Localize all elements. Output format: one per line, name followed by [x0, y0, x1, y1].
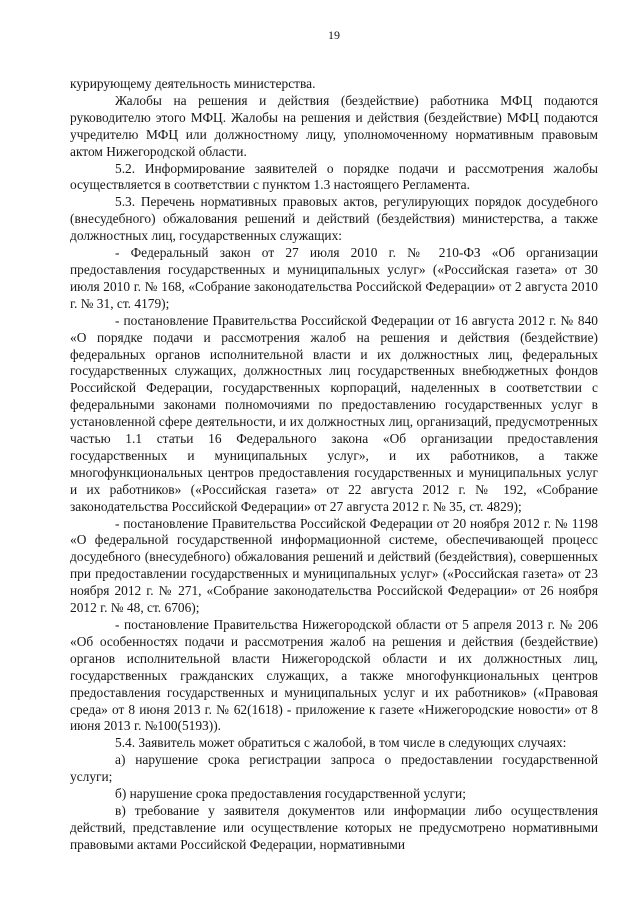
paragraph-5-2: 5.2. Информирование заявителей о порядке подачи и рассмотрения жалобы осуществляется в соответствии с пунктом 1.3 настоящего Регламента.	[70, 160, 598, 193]
paragraph-5-3: 5.3. Перечень нормативных правовых актов, регулирующих порядок досудебного (внесудебного) обжалования решений и действий (бездействия) министерства, а также должностных лиц, государственных служащих:	[70, 194, 598, 244]
list-item-resolution-840: - постановление Правительства Российской Федерации от 16 августа 2012 г. № 840 «О порядке подачи и рассмотрения жалоб на решения и действия (бездействие) федеральных органов исполнительной власти и их должностных лиц, федеральных государственных служащих, должностных лиц государственных внебюджетных фондов Российской Федерации, государственных корпораций, наделенных в соответствии с федеральными законами полномочиями по предоставлению государственных услуг в установленной сфере деятельности, и их должностных лиц, организаций, предусмотренных частью 1.1 статьи 16 Федерального закона «Об организации предоставления государственных и муниципальных услуг», и их работников, а также многофункциональных центров предоставления государственных и муниципальных услуг и их работников» («Российская газета» от 22 августа 2012 г. № 192, «Собрание законодательства Российской Федерации» от 27 августа 2012 г. № 35, ст. 4829);	[70, 312, 598, 514]
list-item-b: б) нарушение срока предоставления государственной услуги;	[115, 786, 466, 802]
list-item-resolution-1198: - постановление Правительства Российской Федерации от 20 ноября 2012 г. № 1198 «О федеральной государственной информационной системе, обеспечивающей процесс досудебного (внесудебного) обжалования решений и действий (бездействия), совершенных при предоставлении государственных и муниципальных услуг» («Российская газета» от 23 ноября 2012 г. № 271, «Собрание законодательства Российской Федерации» от 26 ноября 2012 г. № 48, ст. 6706);	[70, 515, 598, 616]
list-item-a: а) нарушение срока регистрации запроса о предоставлении государственной услуги;	[70, 752, 598, 785]
list-item-v: в) требование у заявителя документов или информации либо осуществления действий, представление или осуществление которых не предусмотрено нормативными правовыми актами Российской Федерации, нормативными	[70, 802, 598, 852]
list-item-resolution-206: - постановление Правительства Нижегородской области от 5 апреля 2013 г. № 206 «Об особенностях подачи и рассмотрения жалоб на решения и действия (бездействие) органов исполнительной власти Нижегородской области и их должностных лиц, государственных гражданских служащих, а также многофункциональных центров предоставления государственных и муниципальных услуг и их работников» («Правовая среда» от 8 июня 2013 г. № 62(1618) - приложение к газете «Нижегородские новости» от 8 июня 2013 г. №100(5193)).	[70, 617, 598, 734]
paragraph-mfc-complaints: Жалобы на решения и действия (бездействие) работника МФЦ подаются руководителю этого МФЦ. Жалобы на решения и действия (бездействие) МФЦ подаются учредителю МФЦ или должностному лицу, уполномоченному нормативным правовым актом Нижегородской области.	[70, 92, 598, 159]
page-number: 19	[328, 28, 340, 42]
paragraph-ministry-oversight: курирующему деятельность министерства.	[70, 76, 316, 91]
paragraph-5-4: 5.4. Заявитель может обратиться с жалобой, в том числе в следующих случаях:	[115, 735, 567, 751]
list-item-federal-law-210: - Федеральный закон от 27 июля 2010 г. № 210-ФЗ «Об организации предоставления государственных и муниципальных услуг» («Российская газета» от 30 июля 2010 г. № 168, «Собрание законодательства Российской Федерации» от 2 августа 2010 г. № 31, ст. 4179);	[70, 245, 598, 311]
